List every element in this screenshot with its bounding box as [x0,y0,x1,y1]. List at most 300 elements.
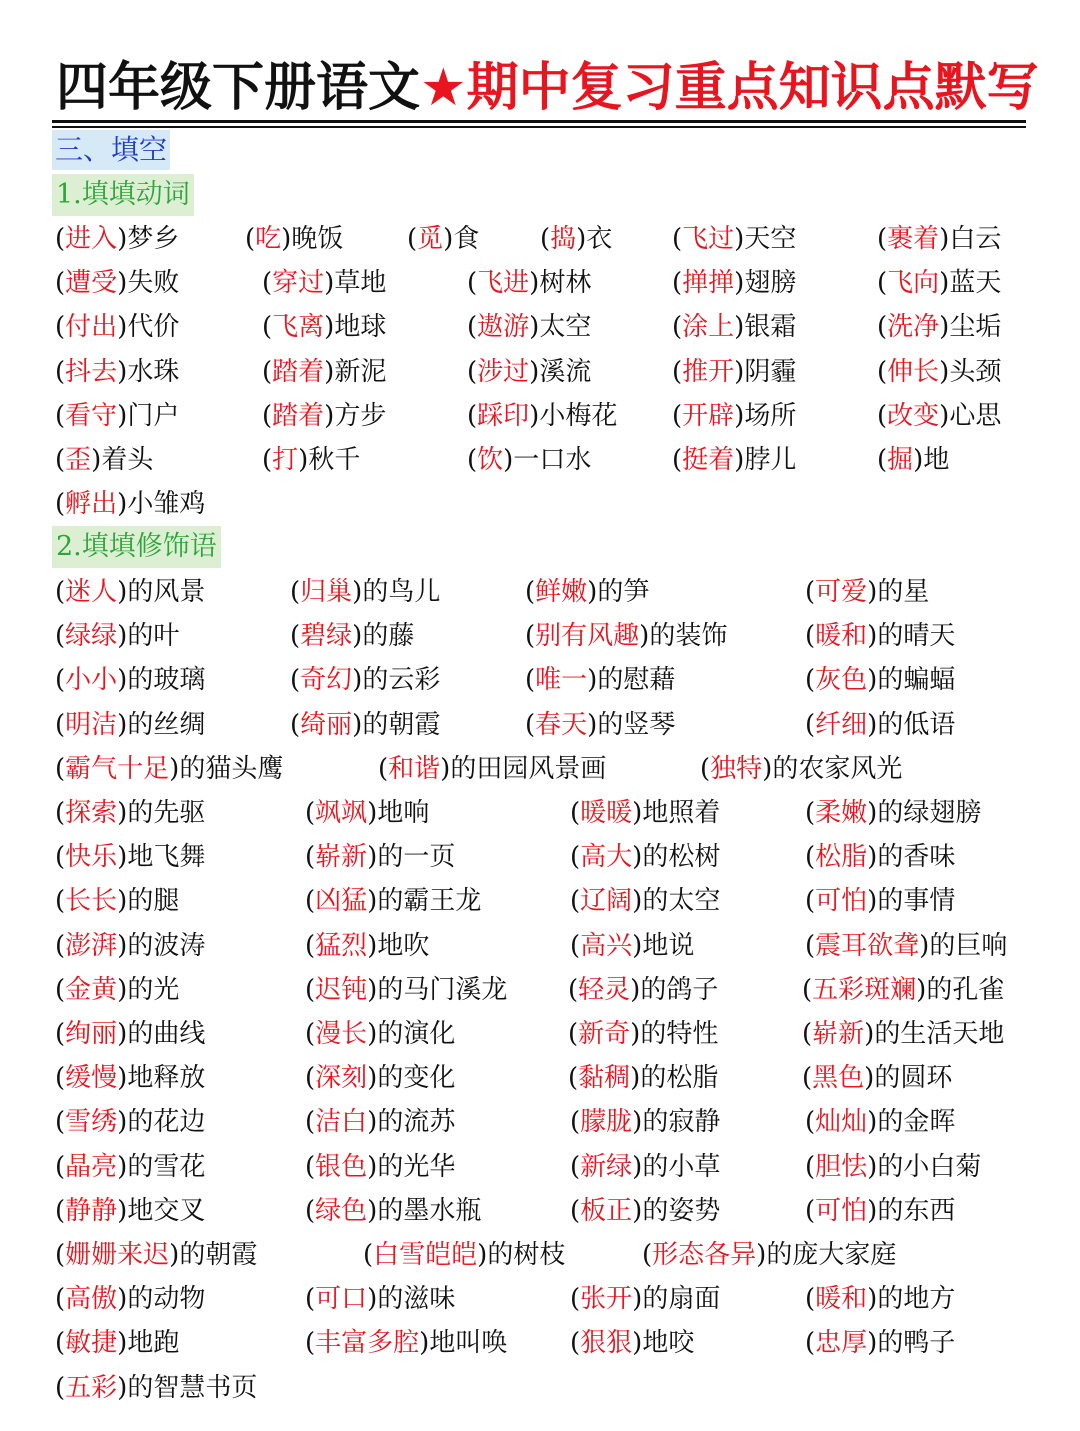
modifier-item: (辽阔)的太空 [570,886,721,917]
verb-item: (踩印)小梅花 [467,400,618,431]
modifier-item: (和谐)的田园风景画 [378,753,607,784]
modifier-phrase: 的圆环 [874,1063,953,1094]
modifier-answer: 金黄 [65,974,118,1005]
modifier-answer: 暖暖 [580,798,633,828]
verb-phrase: 溪流 [539,356,592,387]
verb-item: (穿过)草地 [262,268,387,299]
modifier-phrase: 的松树 [642,842,721,873]
modifier-item: (可爱)的星 [805,577,930,607]
modifier-item: (张开)的扇面 [570,1284,721,1315]
verb-answer: 洗净 [887,312,940,343]
modifier-item: (明洁)的丝绸 [55,709,206,740]
verb-item: (飞向)蓝天 [877,268,1002,299]
modifier-item: (洁白)的流苏 [305,1107,456,1138]
verb-answer: 捣 [550,224,577,254]
modifier-phrase: 地说 [642,930,695,961]
modifier-item: (高兴)地说 [570,930,695,961]
modifier-item: (丰富多腔)地叫唤 [305,1328,508,1359]
modifier-item: (震耳欲聋)的巨响 [805,930,1008,961]
modifier-answer: 新绿 [580,1151,633,1182]
modifier-answer: 银色 [315,1151,368,1182]
modifier-answer: 雪绣 [65,1107,118,1138]
modifier-phrase: 的松脂 [640,1063,719,1094]
modifier-answer: 轻灵 [578,974,631,1005]
modifier-item: (鲜嫩)的笋 [525,577,650,607]
verb-phrase: 着头 [101,445,154,475]
modifier-phrase: 地跑 [127,1328,180,1359]
modifier-phrase: 的雪花 [127,1151,206,1182]
modifier-item: (五彩斑斓)的孔雀 [802,974,1005,1005]
modifier-answer: 可爱 [815,577,868,607]
modifier-item: (奇幻)的云彩 [290,665,441,696]
verb-answer: 飞离 [272,312,325,343]
modifier-item: (飒飒)地响 [305,798,430,828]
modifier-phrase: 的腿 [127,886,180,917]
modifier-answer: 灰色 [815,665,868,696]
modifier-item: (白雪皑皑)的树枝 [363,1240,566,1270]
modifier-item: (归巢)的鸟儿 [290,577,441,607]
verb-item: (裹着)白云 [877,224,1002,254]
modifier-answer: 高大 [580,842,633,873]
title-grade: 四年级下册语文 [56,58,421,118]
modifier-item: (深刻)的变化 [305,1063,456,1094]
verb-item: (推开)阴霾 [672,356,797,387]
verb-item: (吃)晚饭 [245,224,344,254]
modifier-answer: 高傲 [65,1284,118,1315]
modifier-answer: 姗姗来迟 [65,1240,170,1270]
modifier-phrase: 的星 [877,577,930,607]
modifier-item: (黑色)的圆环 [802,1063,953,1094]
verb-item: (看守)门户 [55,400,180,431]
modifier-phrase: 的变化 [377,1063,456,1094]
modifier-answer: 小小 [65,665,118,696]
verb-answer: 付出 [65,312,118,343]
modifier-item: (晶亮)的雪花 [55,1151,206,1182]
verb-answer: 掸掸 [682,268,735,299]
verb-answer: 遨游 [477,312,530,343]
modifier-answer: 迟钝 [315,974,368,1005]
modifier-answer: 震耳欲聋 [815,930,920,961]
modifier-phrase: 的特性 [640,1019,719,1049]
modifier-item: (可口)的滋味 [305,1284,456,1315]
modifier-item: (澎湃)的波涛 [55,930,206,961]
modifier-phrase: 的扇面 [642,1284,721,1315]
verb-item: (打)秋千 [262,445,361,475]
modifier-phrase: 的太空 [642,886,721,917]
modifier-phrase: 的孔雀 [926,974,1005,1005]
modifier-answer: 忠厚 [815,1328,868,1359]
modifier-item: (迟钝)的马门溪龙 [305,974,508,1005]
modifier-answer: 新奇 [578,1019,631,1049]
modifier-item: (绮丽)的朝霞 [290,709,441,740]
modifier-answer: 狠狠 [580,1328,633,1359]
verb-item: (遨游)太空 [467,312,592,343]
modifier-answer: 灿灿 [815,1107,868,1138]
modifier-answer: 静静 [65,1195,118,1226]
modifier-answer: 和谐 [388,753,441,784]
section-heading: 三、填空 [52,130,170,170]
modifier-item: (暖暖)地照着 [570,798,721,828]
modifier-answer: 柔嫩 [815,798,868,828]
modifier-answer: 可怕 [815,1195,868,1226]
modifier-phrase: 的竖琴 [597,709,676,740]
verb-phrase: 太空 [539,312,592,343]
verb-answer: 掘 [887,445,914,475]
modifier-answer: 丰富多腔 [315,1328,420,1359]
verb-phrase: 衣 [586,224,613,254]
modifier-answer: 漫长 [315,1019,368,1049]
modifier-phrase: 的鸽子 [640,974,719,1005]
verb-answer: 抖去 [65,356,118,387]
verb-phrase: 水珠 [127,356,180,387]
modifier-phrase: 的低语 [877,709,956,740]
modifier-answer: 晶亮 [65,1151,118,1182]
modifier-phrase: 的动物 [127,1284,206,1315]
verb-item: (觅)食 [407,224,480,254]
modifier-phrase: 地咬 [642,1328,695,1359]
verb-phrase: 方步 [334,400,387,431]
modifier-phrase: 的智慧书页 [127,1372,258,1403]
modifier-answer: 松脂 [815,842,868,873]
modifier-phrase: 地交叉 [127,1195,206,1226]
modifier-phrase: 的事情 [877,886,956,917]
modifier-phrase: 的小白菊 [877,1151,982,1182]
verb-item: (掘)地 [877,445,950,475]
modifier-item: (绿绿)的叶 [55,621,180,652]
modifier-phrase: 的朝霞 [362,709,441,740]
verb-phrase: 食 [453,224,480,254]
modifier-item: (缓慢)地释放 [55,1063,206,1094]
verb-phrase: 场所 [744,400,797,431]
modifier-phrase: 地释放 [127,1063,206,1094]
modifier-answer: 黏稠 [578,1063,631,1094]
verb-phrase: 白云 [949,224,1002,254]
modifier-phrase: 的田园风景画 [450,753,607,784]
modifier-answer: 白雪皑皑 [373,1240,478,1270]
verb-answer: 开辟 [682,400,735,431]
modifier-answer: 暖和 [815,621,868,652]
modifier-phrase: 的光 [127,974,180,1005]
verb-phrase: 新泥 [334,356,387,387]
modifier-item: (绿色)的墨水瓶 [305,1195,482,1226]
verb-phrase: 树林 [539,268,592,299]
modifier-answer: 奇幻 [300,665,353,696]
modifier-phrase: 的曲线 [127,1019,206,1049]
verb-answer: 飞过 [682,224,735,254]
modifier-answer: 唯一 [535,665,588,696]
verb-answer: 伸长 [887,356,940,387]
modifier-item: (快乐)地飞舞 [55,842,206,873]
modifier-answer: 黑色 [812,1063,865,1094]
modifier-phrase: 的小草 [642,1151,721,1182]
modifier-phrase: 的生活天地 [874,1019,1005,1049]
verb-item: (抖去)水珠 [55,356,180,387]
modifier-item: (霸气十足)的猫头鹰 [55,753,284,784]
verb-answer: 吃 [255,224,282,254]
modifier-item: (崭新)的一页 [305,842,456,873]
verb-answer: 进入 [65,224,118,254]
modifier-phrase: 的滋味 [377,1284,456,1315]
modifier-phrase: 的香味 [877,842,956,873]
verb-answer: 踏着 [272,400,325,431]
modifier-phrase: 的猫头鹰 [179,753,284,784]
verb-answer: 改变 [887,400,940,431]
modifier-answer: 绚丽 [65,1019,118,1049]
modifier-item: (姗姗来迟)的朝霞 [55,1240,258,1270]
modifier-phrase: 的波涛 [127,930,206,961]
modifier-phrase: 的流苏 [377,1107,456,1138]
modifier-answer: 明洁 [65,709,118,740]
verb-phrase: 蓝天 [949,268,1002,299]
verb-answer: 饮 [477,445,504,475]
modifier-item: (唯一)的慰藉 [525,665,676,696]
title-rule-thick [52,120,1026,123]
modifier-item: (猛烈)地吹 [305,930,430,961]
modifier-phrase: 的丝绸 [127,709,206,740]
verb-item: (掸掸)翅膀 [672,268,797,299]
modifier-phrase: 的巨响 [929,930,1008,961]
modifier-answer: 猛烈 [315,930,368,961]
modifier-answer: 敏捷 [65,1328,118,1359]
verb-phrase: 门户 [127,400,180,431]
modifier-answer: 形态各异 [652,1240,757,1270]
verb-answer: 涂上 [682,312,735,343]
verb-answer: 遭受 [65,268,118,299]
verb-item: (涂上)银霜 [672,312,797,343]
modifier-item: (黏稠)的松脂 [568,1063,719,1094]
subheading-verbs: 1.填填动词 [52,174,194,216]
verb-item: (孵出)小雏鸡 [55,489,206,520]
modifier-phrase: 的鸭子 [877,1328,956,1359]
modifier-answer: 崭新 [812,1019,865,1049]
verb-answer: 看守 [65,400,118,431]
modifier-item: (柔嫩)的绿翅膀 [805,798,982,828]
verb-item: (进入)梦乡 [55,224,180,254]
verb-phrase: 脖儿 [744,445,797,475]
modifier-item: (雪绣)的花边 [55,1107,206,1138]
modifier-answer: 绮丽 [300,709,353,740]
verb-item: (踏着)新泥 [262,356,387,387]
modifier-answer: 凶猛 [315,886,368,917]
modifier-answer: 五彩 [65,1372,118,1403]
modifier-answer: 春天 [535,709,588,740]
verb-item: (飞进)树林 [467,268,592,299]
verb-phrase: 小梅花 [539,400,618,431]
verb-answer: 推开 [682,356,735,387]
verb-phrase: 翅膀 [744,268,797,299]
modifier-phrase: 的一页 [377,842,456,873]
verb-answer: 觅 [417,224,444,254]
modifier-item: (长长)的腿 [55,886,180,917]
verb-phrase: 代价 [127,312,180,343]
modifier-answer: 碧绿 [300,621,353,652]
modifier-item: (凶猛)的霸王龙 [305,886,482,917]
verb-phrase: 地 [923,445,950,475]
verb-item: (伸长)头颈 [877,356,1002,387]
verb-phrase: 秋千 [308,445,361,475]
modifier-phrase: 地飞舞 [127,842,206,873]
modifier-item: (银色)的光华 [305,1151,456,1182]
modifier-item: (崭新)的生活天地 [802,1019,1005,1049]
modifier-item: (静静)地交叉 [55,1195,206,1226]
modifier-phrase: 的霸王龙 [377,886,482,917]
modifier-answer: 绿绿 [65,621,118,652]
verb-item: (付出)代价 [55,312,180,343]
modifier-answer: 板正 [580,1195,633,1226]
modifier-answer: 洁白 [315,1107,368,1138]
verb-phrase: 天空 [744,224,797,254]
verb-phrase: 尘垢 [949,312,1002,343]
modifier-phrase: 的庞大家庭 [766,1240,897,1270]
verb-phrase: 一口水 [513,445,592,475]
modifier-phrase: 的绿翅膀 [877,798,982,828]
verb-answer: 踏着 [272,356,325,387]
modifier-item: (碧绿)的藤 [290,621,415,652]
modifier-item: (可怕)的事情 [805,886,956,917]
verb-phrase: 银霜 [744,312,797,343]
title-rule-thin [52,126,1026,128]
modifier-item: (探索)的先驱 [55,798,206,828]
verb-answer: 飞进 [477,268,530,299]
modifier-answer: 胆怯 [815,1151,868,1182]
modifier-phrase: 的风景 [127,577,206,607]
modifier-item: (板正)的姿势 [570,1195,721,1226]
verb-phrase: 地球 [334,312,387,343]
star-icon: ★ [420,58,467,118]
verb-phrase: 晚饭 [291,224,344,254]
modifier-answer: 可口 [315,1284,368,1315]
modifier-answer: 崭新 [315,842,368,873]
verb-item: (飞离)地球 [262,312,387,343]
verb-phrase: 失败 [127,268,180,299]
modifier-phrase: 的晴天 [877,621,956,652]
verb-answer: 飞向 [887,268,940,299]
verb-phrase: 心思 [949,400,1002,431]
subheading-modifiers: 2.填填修饰语 [52,526,221,568]
verb-item: (饮)一口水 [467,445,592,475]
modifier-answer: 纤细 [815,709,868,740]
modifier-item: (灿灿)的金晖 [805,1107,956,1138]
modifier-phrase: 的鸟儿 [362,577,441,607]
modifier-phrase: 的马门溪龙 [377,974,508,1005]
modifier-item: (小小)的玻璃 [55,665,206,696]
verb-item: (踏着)方步 [262,400,387,431]
verb-answer: 歪 [65,445,92,475]
modifier-item: (可怕)的东西 [805,1195,956,1226]
modifier-phrase: 的姿势 [642,1195,721,1226]
modifier-item: (暖和)的地方 [805,1284,956,1315]
modifier-phrase: 的叶 [127,621,180,652]
modifier-item: (狠狠)地咬 [570,1328,695,1359]
modifier-answer: 独特 [710,753,763,784]
modifier-phrase: 的墨水瓶 [377,1195,482,1226]
verb-phrase: 梦乡 [127,224,180,254]
verb-phrase: 小雏鸡 [127,489,206,520]
modifier-answer: 别有风趣 [535,621,640,652]
modifier-phrase: 地照着 [642,798,721,828]
verb-item: (开辟)场所 [672,400,797,431]
modifier-phrase: 的农家风光 [772,753,903,784]
modifier-item: (新奇)的特性 [568,1019,719,1049]
modifier-phrase: 的地方 [877,1284,956,1315]
verb-answer: 穿过 [272,268,325,299]
modifier-phrase: 的寂静 [642,1107,721,1138]
modifier-phrase: 的朝霞 [179,1240,258,1270]
modifier-answer: 归巢 [300,577,353,607]
modifier-phrase: 的金晖 [877,1107,956,1138]
modifier-item: (高傲)的动物 [55,1284,206,1315]
verb-answer: 孵出 [65,489,118,520]
modifier-item: (轻灵)的鸽子 [568,974,719,1005]
modifier-phrase: 的蝙蝠 [877,665,956,696]
modifier-phrase: 地叫唤 [429,1328,508,1359]
verb-answer: 挺着 [682,445,735,475]
modifier-item: (独特)的农家风光 [700,753,903,784]
modifier-item: (胆怯)的小白菊 [805,1151,982,1182]
modifier-item: (五彩)的智慧书页 [55,1372,258,1403]
modifier-item: (绚丽)的曲线 [55,1019,206,1049]
modifier-answer: 五彩斑斓 [812,974,917,1005]
modifier-item: (新绿)的小草 [570,1151,721,1182]
modifier-phrase: 的演化 [377,1019,456,1049]
modifier-item: (松脂)的香味 [805,842,956,873]
modifier-item: (别有风趣)的装饰 [525,621,728,652]
verb-item: (改变)心思 [877,400,1002,431]
modifier-answer: 张开 [580,1284,633,1315]
verb-item: (洗净)尘垢 [877,312,1002,343]
modifier-item: (漫长)的演化 [305,1019,456,1049]
modifier-answer: 快乐 [65,842,118,873]
modifier-phrase: 的装饰 [649,621,728,652]
modifier-answer: 高兴 [580,930,633,961]
modifier-item: (敏捷)地跑 [55,1328,180,1359]
verb-item: (捣)衣 [540,224,613,254]
modifier-phrase: 的笋 [597,577,650,607]
verb-phrase: 阴霾 [744,356,797,387]
verb-answer: 裹着 [887,224,940,254]
modifier-answer: 绿色 [315,1195,368,1226]
verb-phrase: 头颈 [949,356,1002,387]
modifier-answer: 朦胧 [580,1107,633,1138]
modifier-item: (忠厚)的鸭子 [805,1328,956,1359]
modifier-answer: 鲜嫩 [535,577,588,607]
modifier-phrase: 地响 [377,798,430,828]
page-title [56,56,1039,120]
modifier-phrase: 地吹 [377,930,430,961]
modifier-answer: 霸气十足 [65,753,170,784]
modifier-phrase: 的光华 [377,1151,456,1182]
verb-item: (挺着)脖儿 [672,445,797,475]
modifier-phrase: 的先驱 [127,798,206,828]
modifier-item: (纤细)的低语 [805,709,956,740]
modifier-answer: 澎湃 [65,930,118,961]
verb-answer: 踩印 [477,400,530,431]
modifier-answer: 飒飒 [315,798,368,828]
verb-answer: 涉过 [477,356,530,387]
modifier-phrase: 的云彩 [362,665,441,696]
verb-item: (遭受)失败 [55,268,180,299]
modifier-phrase: 的花边 [127,1107,206,1138]
modifier-answer: 暖和 [815,1284,868,1315]
modifier-item: (金黄)的光 [55,974,180,1005]
modifier-item: (迷人)的风景 [55,577,206,607]
modifier-item: (朦胧)的寂静 [570,1107,721,1138]
modifier-item: (高大)的松树 [570,842,721,873]
modifier-answer: 长长 [65,886,118,917]
modifier-answer: 迷人 [65,577,118,607]
title-topic: 期中复习重点知识点默写 [466,58,1039,118]
modifier-phrase: 的慰藉 [597,665,676,696]
